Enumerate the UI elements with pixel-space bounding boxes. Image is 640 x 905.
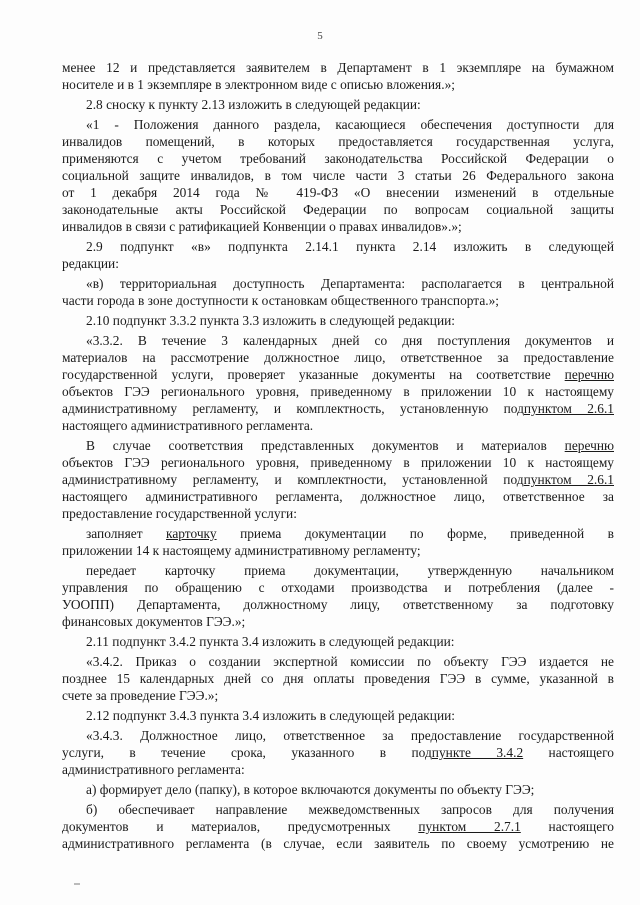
text-line: от 1 декабря 2014 года № 419-ФЗ «О внесении изменений в отдельные xyxy=(62,185,614,200)
text-line: заполняет карточку приема документации по форме, приведенной в xyxy=(86,526,614,541)
text-line: передает карточку приема документации, утвержденную начальником xyxy=(86,563,614,578)
cross-reference-link: пунктом 2.6.1 xyxy=(523,401,614,416)
text-line: социальной защите инвалидов, в том числе части 3 статьи 26 Федерального закона xyxy=(62,168,614,183)
text-line: «3.4.3. Должностное лицо, ответственное за предоставление государственной xyxy=(86,728,614,743)
text-line: 2.11 подпункт 3.4.2 пункта 3.4 изложить в следующей редакции: xyxy=(86,634,455,649)
text-line: применяются с учетом требований законодательства Российской Федерации о xyxy=(62,151,614,166)
text-line: предоставление государственной услуги: xyxy=(62,506,297,521)
text-line: административного регламента (в случае, если заявитель по своему усмотрению не xyxy=(62,836,614,851)
text-line: 2.8 сноску к пункту 2.13 изложить в следующей редакции: xyxy=(86,97,421,112)
text-line: позднее 15 календарных дней со дня оплаты проведения ГЭЭ в сумме, указанной в xyxy=(62,671,614,686)
cross-reference-link: пунктом 2.6.1 xyxy=(523,472,614,487)
text-line: а) формирует дело (папку), в которое включаются документы по объекту ГЭЭ; xyxy=(86,782,535,797)
text-line: менее 12 и представляется заявителем в Департамент в 1 экземпляре на бумажном xyxy=(62,60,614,75)
text-line: документов и материалов, предусмотренных пунктом 2.7.1 настоящего xyxy=(62,819,614,834)
text-line: 2.9 подпункт «в» подпункта 2.14.1 пункта 2.14 изложить в следующей xyxy=(86,239,614,254)
page-number: 5 xyxy=(317,30,323,42)
text-line: административному регламенту, и комплектность, установленную подпунктом 2.6.1 xyxy=(62,401,614,416)
text-line: приложении 14 к настоящему административному регламенту; xyxy=(62,543,421,558)
text-line: материалов на рассмотрение должностное лицо, ответственное за предоставление xyxy=(62,350,614,365)
cross-reference-link: карточку xyxy=(166,526,217,541)
text-line: настоящего административного регламента, должностное лицо, ответственное за xyxy=(62,489,614,504)
text-line: б) обеспечивает направление межведомственных запросов для получения xyxy=(86,802,614,817)
text-line: «3.4.2. Приказ о создании экспертной комиссии по объекту ГЭЭ издается не xyxy=(86,654,614,669)
text-line: услуги, в течение срока, указанного в подпункте 3.4.2 настоящего xyxy=(62,745,614,760)
text-line: объектов ГЭЭ регионального уровня, приведенному в приложении 10 к настоящему xyxy=(62,455,614,470)
text-line: счете за проведение ГЭЭ.»; xyxy=(62,688,219,703)
text-line: объектов ГЭЭ регионального уровня, приведенному в приложении 10 к настоящему xyxy=(62,384,614,399)
text-line: инвалидов в связи с ратификацией Конвенции о правах инвалидов».»; xyxy=(62,219,462,234)
text-line: финансовых документов ГЭЭ.»; xyxy=(62,614,246,629)
text-line: «3.3.2. В течение 3 календарных дней со дня поступления документов и xyxy=(86,333,614,348)
scan-artifact xyxy=(74,883,80,885)
text-line: инвалидов помещений, в которых предоставляется государственная услуга, xyxy=(62,134,614,149)
text-line: редакции: xyxy=(62,256,119,271)
cross-reference-link: пункте 3.4.2 xyxy=(431,745,524,760)
text-line: настоящего административного регламента. xyxy=(62,418,314,433)
text-line: носителе и в 1 экземпляре в электронном виде с описью вложения.»; xyxy=(62,77,455,92)
text-line: административному регламенту, и комплектности, установленной подпунктом 2.6.1 xyxy=(62,472,614,487)
text-line: УООПП) Департамента, должностному лицу, ответственному за подготовку xyxy=(62,597,614,612)
text-line: части города в зоне доступности к остановкам общественного транспорта.»; xyxy=(62,293,500,308)
text-line: 2.12 подпункт 3.4.3 пункта 3.4 изложить в следующей редакции: xyxy=(86,708,456,723)
cross-reference-link: пунктом 2.7.1 xyxy=(418,819,521,834)
text-line: «1 - Положения данного раздела, касающиеся обеспечения доступности для xyxy=(86,117,614,132)
cross-reference-link: перечню xyxy=(564,367,614,382)
text-line: административного регламента: xyxy=(62,762,245,777)
text-line: управления по обращению с отходами производства и потребления (далее - xyxy=(62,580,614,595)
text-line: «в) территориальная доступность Департамента: располагается в центральной xyxy=(86,276,614,291)
cross-reference-link: перечню xyxy=(564,438,614,453)
text-line: законодательные акты Российской Федерации по вопросам социальной защиты xyxy=(62,202,614,217)
text-line: 2.10 подпункт 3.3.2 пункта 3.3 изложить в следующей редакции: xyxy=(86,313,456,328)
text-line: В случае соответствия представленных документов и материалов перечню xyxy=(86,438,614,453)
text-line: государственной услуги, проверяет указанные документы на соответствие перечню xyxy=(62,367,614,382)
